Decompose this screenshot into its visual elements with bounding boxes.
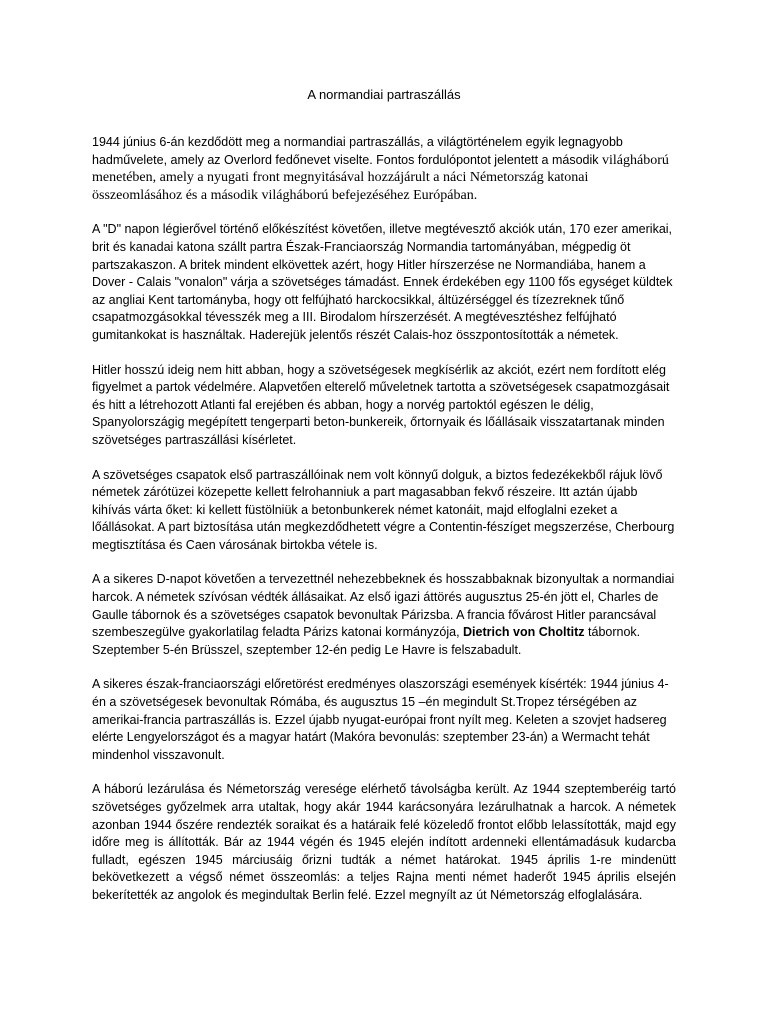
paragraph-5-part-a: A a sikeres D-napot követően a tervezettnél nehezebbeknek és hosszabbaknak bizonyultak a normandiai harcok. A németek szívósan védték állásaikat. Az első igazi áttörés augusztus 25-én jött el, Charles de Gaulle tábornok és a szövetséges csapatok bevonultak Párizsba. A francia fővárost Hitler parancsával szembeszegülve gyakorlatilag feladta Párizs katonai kormányzója,	[92, 572, 675, 640]
paragraph-7: A háború lezárulása és Németország veresége elérhető távolságba került. Az 1944 szeptemberéig tartó szövetséges győzelmek arra utaltak, hogy akár 1944 karácsonyára lezárulhatnak a harcok. A németek azonban 1944 őszére rendezték soraikat és a határaik felé közeledő frontot előbb lelassították, majd egy időre meg is állították. Bár az 1944 végén és 1945 elején indított ardenneki ellentámadásuk kudarcba fulladt, egészen 1945 márciusáig őrizni tudták a német határokat. 1945 április 1-re mindenütt bekövetkezett a végső német összeomlás: a teljes Rajna menti német haderőt 1945 április elsején bekerítették az angolok és megindultak Berlin felé. Ezzel megnyílt az út Németország elfoglalására.	[92, 782, 676, 902]
paragraph-5	[92, 571, 676, 659]
paragraph-2: A "D" napon légierővel történő előkészítést követően, illetve megtévesztő akciók után, 170 ezer amerikai, brit és kanadai katona szállt partra Észak-Franciaország Normandia tartományában, mégpedig öt partszakaszon. A britek mindent elkövettek azért, hogy Hitler hírszerzése ne Normandiába, hanem a Dover - Calais "vonalon" várja a szövetséges támadást. Ennek érdekében egy 1100 fős egységet küldtek az angliai Kent tartományba, hogy ott felfújható harckocsikkal, áltüzérséggel és tízezreknek tűnő csapatmozgásokkal tévesszék meg a III. Birodalom hírszerzését. A megtévesztéshez felfújható gumitankokat is használtak. Haderejük jelentős részét Calais-hoz összpontosították a németek.	[92, 222, 673, 342]
paragraph-1	[92, 134, 676, 204]
paragraph-5-bold-name: Dietrich von Choltitz	[463, 625, 585, 640]
paragraph-1-part-b: világháború menetében, amely a nyugati front megnyitásával hozzájárult a náci Németország katonai összeomlásához és a második világháború befejezéséhez Európában.	[92, 152, 669, 203]
paragraph-5-part-c: tábornok. Szeptember 5-én Brüsszel, szeptember 12-én pedig Le Havre is felszabadult.	[92, 625, 641, 657]
paragraph-3: Hitler hosszú ideig nem hitt abban, hogy a szövetségesek megkísérlik az akciót, ezért nem fordított elég figyelmet a partok védelmére. Alapvetően elterelő műveletnek tartotta a szövetségesek csapatmozgásait és hitt a létrehozott Atlanti fal erejében és abban, hogy a norvég partoktól egészen le délig, Spanyolországig megépített tengerparti beton-bunkereik, őrtornyaik és lőállásaik visszatartanak minden szövetséges partraszállási kísérletet.	[92, 362, 670, 447]
document-title: A normandiai partraszállás	[307, 87, 461, 102]
document-body	[92, 134, 676, 922]
paragraph-6: A sikeres észak-franciaországi előretörést eredményes olaszországi események kísérték: 1944 június 4-én a szövetségesek bevonultak Rómába, és augusztus 15 –én megindult St.Tropez térségében az amerikai-francia partraszállás is. Ezzel újabb nyugat-európai front nyílt meg. Keleten a szovjet hadsereg elérte Lengyelországot és a magyar határt (Makóra bevonulás: szeptember 23-án) a Wermacht tehát mindenhol visszavonult.	[92, 677, 669, 762]
paragraph-4: A szövetséges csapatok első partraszállóinak nem volt könnyű dolguk, a biztos fedezékekből rájuk lövő németek zárótüzei közepette kellett felrohanniuk a part magasabban fekvő részeire. Itt aztán újabb kihívás várta őket: ki kellett füstölniük a betonbunkerek német katonáit, majd elfoglalni ezeket a lőállásokat. A part biztosítása után megkezdődhetett végre a Contentin-fészíget megszerzése, Cherbourg megtisztítása és Caen városának birtokba vétele is.	[92, 467, 675, 552]
paragraph-1-part-a: 1944 június 6-án kezdődött meg a normandiai partraszállás, a világtörténelem egyik legnagyobb hadművelete, amely az Overlord fedőnevet viselte. Fontos fordulópontot jelentett a második	[92, 135, 623, 167]
